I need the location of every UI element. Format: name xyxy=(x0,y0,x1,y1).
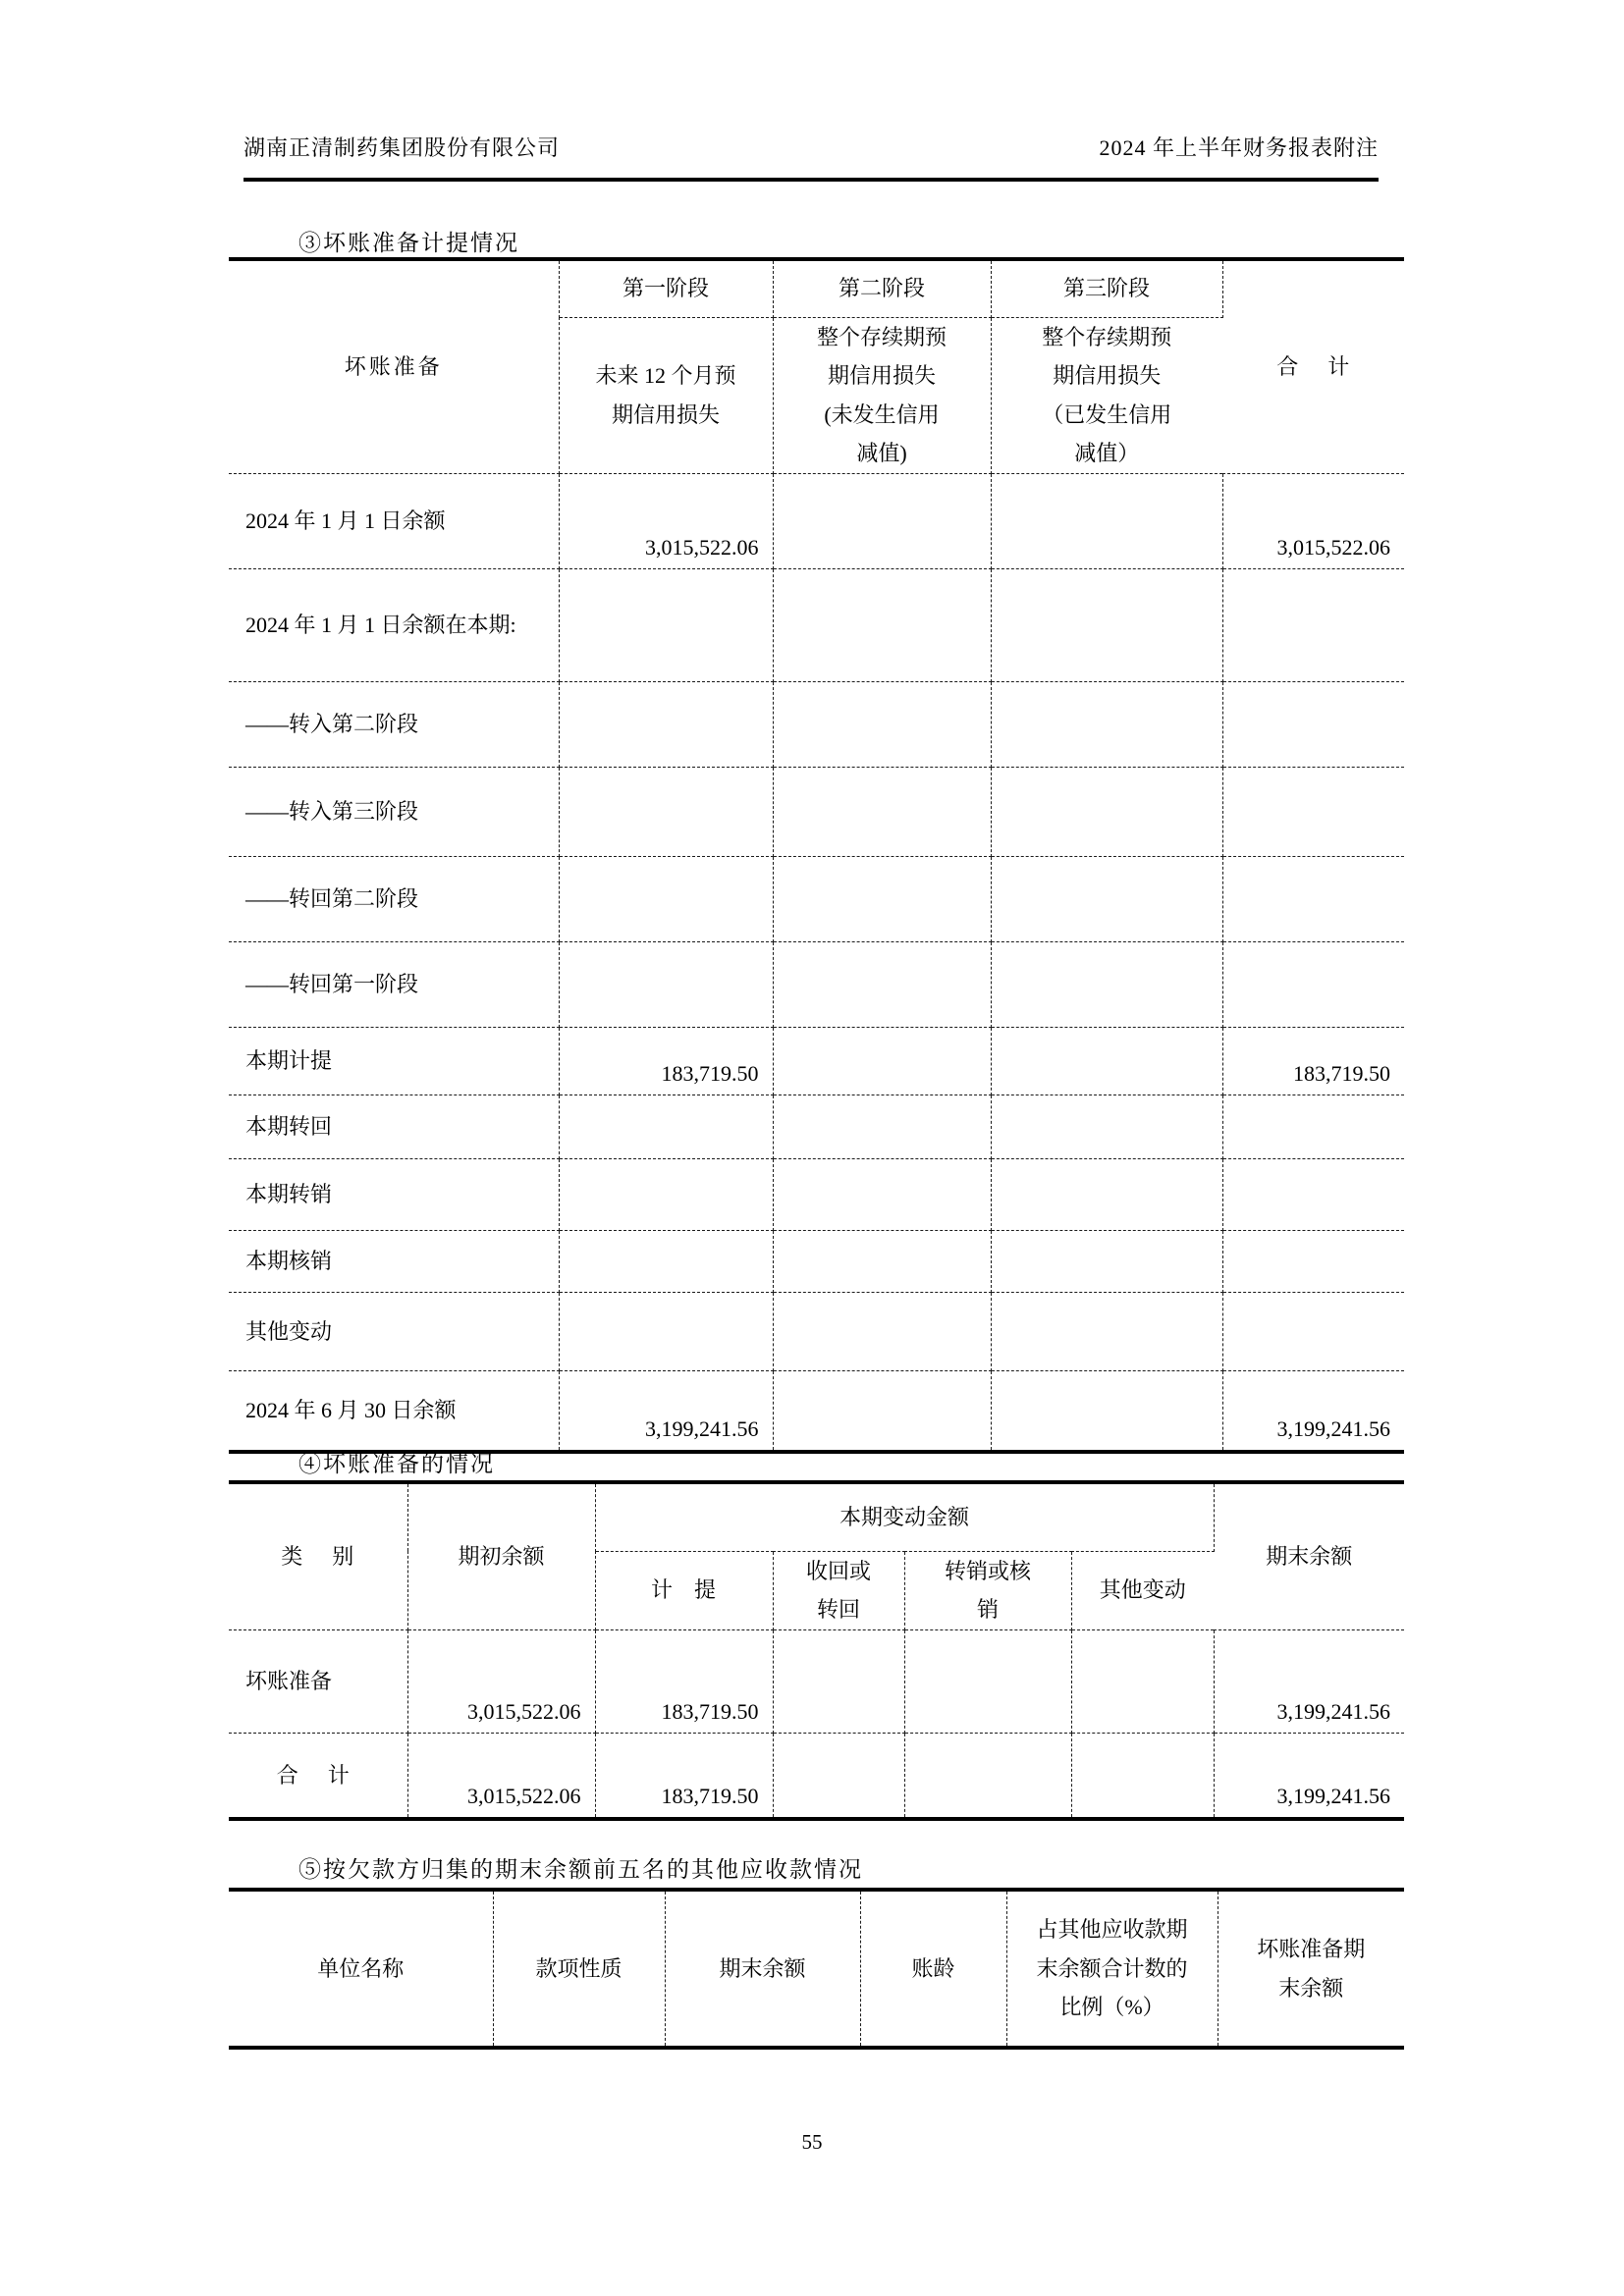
row-label: 本期计提 xyxy=(229,1027,559,1095)
cell-stage1 xyxy=(559,568,773,681)
written-off-subheader-cell: 转销或核销 xyxy=(904,1551,1071,1629)
bad-debt-stage-table xyxy=(229,257,1404,1454)
recovered-subheader-cell: 收回或转回 xyxy=(773,1551,904,1629)
cell-total xyxy=(1222,1292,1404,1370)
cell-closing: 3,199,241.56 xyxy=(1214,1629,1404,1733)
row-label: 本期转销 xyxy=(229,1158,559,1230)
cell-recovered xyxy=(773,1733,904,1819)
row-label: 本期转回 xyxy=(229,1095,559,1158)
cell-written_off xyxy=(904,1733,1071,1819)
cell-stage3 xyxy=(991,568,1222,681)
cell-stage2 xyxy=(773,1158,991,1230)
row-label: 2024 年 1 月 1 日余额 xyxy=(229,473,559,568)
closing-balance-header-cell: 期末余额 xyxy=(1214,1482,1404,1629)
row-label: ——转入第二阶段 xyxy=(229,681,559,767)
cell-stage3 xyxy=(991,1370,1222,1452)
corner-header-cell: 坏账准备 xyxy=(229,259,559,473)
provision-closing-header-cell: 坏账准备期末余额 xyxy=(1218,1890,1404,2048)
cell-stage3 xyxy=(991,856,1222,941)
top-five-table-header xyxy=(229,1890,1404,2048)
stage3-subheader-cell: 整个存续期预期信用损失（已发生信用减值） xyxy=(991,317,1222,473)
cell-stage3 xyxy=(991,1027,1222,1095)
cell-stage3 xyxy=(991,1292,1222,1370)
cell-total: 3,199,241.56 xyxy=(1276,1416,1390,1442)
cell-total xyxy=(1222,1230,1404,1292)
cell-stage2 xyxy=(773,473,991,568)
cell-total xyxy=(1222,681,1404,767)
cell-opening: 3,015,522.06 xyxy=(407,1629,595,1733)
other-change-subheader-cell: 其他变动 xyxy=(1071,1551,1214,1629)
cell-total xyxy=(1222,1158,1404,1230)
cell-stage3 xyxy=(991,1230,1222,1292)
table-row xyxy=(229,767,1404,856)
stage-table-body xyxy=(229,473,1404,1452)
opening-balance-header-cell: 期初余额 xyxy=(407,1482,595,1629)
row-label: 2024 年 1 月 1 日余额在本期: xyxy=(229,568,559,681)
row-label: 2024 年 6 月 30 日余额 xyxy=(229,1370,559,1452)
summary-table-body xyxy=(229,1629,1404,1819)
cell-total xyxy=(1222,767,1404,856)
cell-stage1 xyxy=(559,941,773,1027)
row-label: 本期核销 xyxy=(229,1230,559,1292)
cell-written_off xyxy=(904,1629,1071,1733)
stage1-header-cell: 第一阶段 xyxy=(559,259,773,317)
cell-stage3 xyxy=(991,767,1222,856)
cell-other xyxy=(1071,1629,1214,1733)
table-row xyxy=(229,1370,1404,1452)
cell-stage1: 3,199,241.56 xyxy=(559,1370,773,1452)
cell-stage2 xyxy=(773,941,991,1027)
cell-closing: 3,199,241.56 xyxy=(1276,1784,1391,1809)
table-row xyxy=(229,1027,1404,1095)
cell-stage2 xyxy=(773,856,991,941)
aging-header-cell: 账龄 xyxy=(860,1890,1006,2048)
cell-stage1 xyxy=(559,1292,773,1370)
table-row xyxy=(229,473,1404,568)
table-row xyxy=(229,941,1404,1027)
cell-stage2 xyxy=(773,1292,991,1370)
stage3-header-cell: 第三阶段 xyxy=(991,259,1222,317)
section4-title: ④坏账准备的情况 xyxy=(298,1452,495,1476)
row-label: 其他变动 xyxy=(229,1292,559,1370)
cell-stage2 xyxy=(773,767,991,856)
cell-stage2 xyxy=(773,1370,991,1452)
stage-table-header xyxy=(229,259,1404,473)
cell-total xyxy=(1222,856,1404,941)
cell-stage1 xyxy=(559,856,773,941)
cell-stage3 xyxy=(991,1095,1222,1158)
summary-table-header xyxy=(229,1482,1404,1629)
page-number: 55 xyxy=(801,2130,823,2154)
table-row xyxy=(229,568,1404,681)
cell-total xyxy=(1222,941,1404,1027)
stage1-subheader-cell: 未来 12 个月预期信用损失 xyxy=(559,317,773,473)
payment-nature-header-cell: 款项性质 xyxy=(493,1890,665,2048)
proportion-header-cell: 占其他应收款期末余额合计数的比例（%） xyxy=(1006,1890,1218,2048)
category-header-cell: 类别 xyxy=(229,1482,407,1629)
cell-recovered xyxy=(773,1629,904,1733)
bad-debt-summary-table xyxy=(229,1480,1404,1821)
cell-stage3 xyxy=(991,941,1222,1027)
company-name: 湖南正清制药集团股份有限公司 xyxy=(244,135,561,160)
cell-stage3 xyxy=(991,681,1222,767)
cell-stage2 xyxy=(773,1027,991,1095)
section3-title: ③坏账准备计提情况 xyxy=(298,231,519,255)
cell-stage1: 3,015,522.06 xyxy=(559,473,773,568)
row-label: 合计 xyxy=(229,1733,407,1819)
table-row xyxy=(229,856,1404,941)
cell-stage2 xyxy=(773,1230,991,1292)
table-row xyxy=(229,1158,1404,1230)
row-label: 坏账准备 xyxy=(229,1629,407,1733)
table-row xyxy=(229,681,1404,767)
period-change-group-header-cell: 本期变动金额 xyxy=(595,1482,1214,1551)
row-label: ——转回第二阶段 xyxy=(229,856,559,941)
cell-stage3 xyxy=(991,1158,1222,1230)
cell-stage1 xyxy=(559,1158,773,1230)
cell-stage3 xyxy=(991,473,1222,568)
table-row xyxy=(229,1292,1404,1370)
table-row xyxy=(229,1095,1404,1158)
stage2-header-cell: 第二阶段 xyxy=(773,259,991,317)
cell-stage2 xyxy=(773,568,991,681)
table-row xyxy=(229,1733,1404,1819)
header-rule xyxy=(244,178,1379,182)
cell-stage2 xyxy=(773,1095,991,1158)
cell-stage1 xyxy=(559,681,773,767)
cell-stage2 xyxy=(773,681,991,767)
cell-accrual: 183,719.50 xyxy=(595,1629,773,1733)
cell-opening: 3,015,522.06 xyxy=(407,1733,595,1819)
cell-stage1 xyxy=(559,1095,773,1158)
entity-name-header-cell: 单位名称 xyxy=(229,1890,493,2048)
total-header-cell: 合计 xyxy=(1222,259,1404,473)
report-title: 2024 年上半年财务报表附注 xyxy=(1099,135,1379,160)
cell-stage1 xyxy=(559,767,773,856)
cell-stage1: 183,719.50 xyxy=(559,1027,773,1095)
closing-balance-header-cell: 期末余额 xyxy=(665,1890,860,2048)
cell-accrual: 183,719.50 xyxy=(595,1733,773,1819)
section5-title: ⑤按欠款方归集的期末余额前五名的其他应收款情况 xyxy=(298,1857,863,1882)
cell-total: 183,719.50 xyxy=(1222,1027,1404,1095)
stage2-subheader-cell: 整个存续期预期信用损失(未发生信用减值) xyxy=(773,317,991,473)
table-row xyxy=(229,1629,1404,1733)
cell-total: 3,015,522.06 xyxy=(1222,473,1404,568)
table-row xyxy=(229,1230,1404,1292)
row-label: ——转入第三阶段 xyxy=(229,767,559,856)
cell-total xyxy=(1222,568,1404,681)
accrual-subheader-cell: 计提 xyxy=(595,1551,773,1629)
cell-total xyxy=(1222,1095,1404,1158)
top-five-other-receivables-table xyxy=(229,1888,1404,2050)
running-header xyxy=(244,132,1379,181)
cell-stage1 xyxy=(559,1230,773,1292)
cell-other xyxy=(1071,1733,1214,1819)
row-label: ——转回第一阶段 xyxy=(229,941,559,1027)
